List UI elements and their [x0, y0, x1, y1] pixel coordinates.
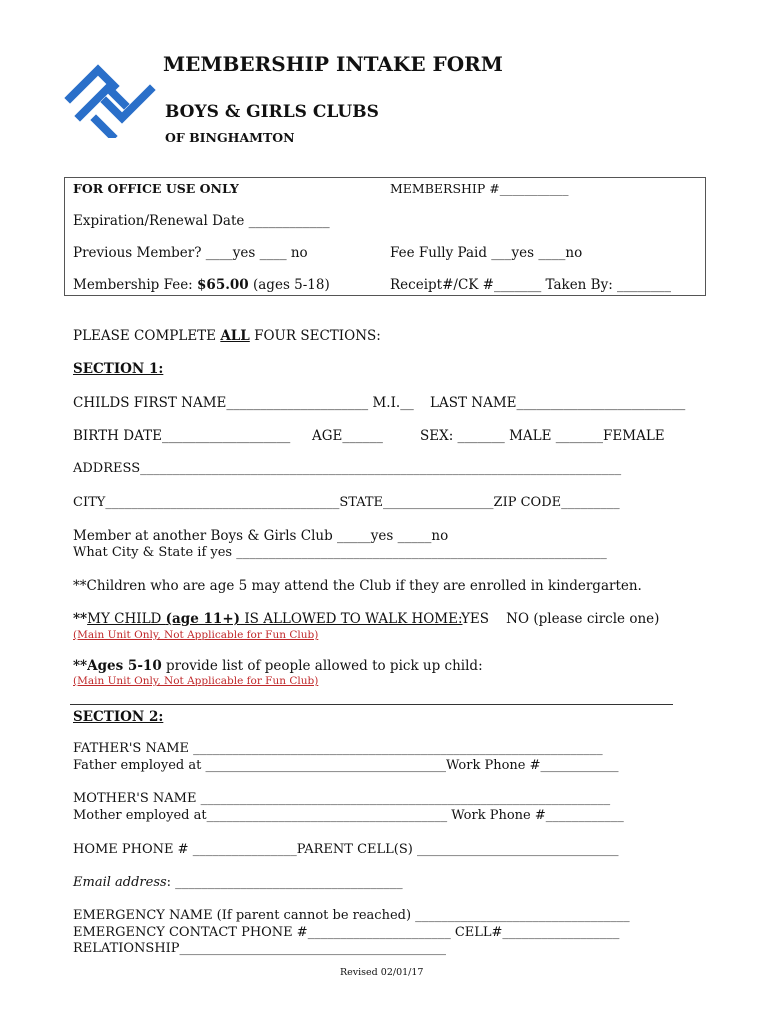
walk-age: (age 11+): [165, 611, 241, 627]
relationship-field[interactable]: RELATIONSHIP_________________________________________: [73, 941, 447, 956]
walk-pre: MY CHILD: [87, 611, 166, 627]
pickup-post: provide list of people allowed to pick up child:: [161, 658, 483, 674]
instructions-post: FOUR SECTIONS:: [249, 328, 381, 344]
walk-stars: **: [73, 611, 88, 627]
section-divider: [70, 704, 673, 705]
office-heading: FOR OFFICE USE ONLY: [73, 181, 239, 196]
father-employed-field[interactable]: Father employed at _____________________________________Work Phone #____________: [73, 758, 619, 773]
boys-girls-club-logo-icon: [62, 58, 158, 138]
main-unit-note-1: (Main Unit Only, Not Applicable for Fun Club): [73, 629, 319, 641]
org-location: OF BINGHAMTON: [165, 130, 295, 145]
revised-date: Revised 02/01/17: [340, 967, 424, 978]
pickup-bold: **Ages 5-10: [73, 658, 162, 674]
emergency-phone-field[interactable]: EMERGENCY CONTACT PHONE #______________________ CELL#__________________: [73, 925, 620, 940]
previous-member-field[interactable]: Previous Member? ____yes ____ no: [73, 245, 308, 261]
age5-note: **Children who are age 5 may attend the Club if they are enrolled in kindergarten.: [73, 578, 642, 594]
receipt-field[interactable]: Receipt#/CK #_______ Taken By: ________: [390, 277, 672, 293]
mother-employed-field[interactable]: Mother employed at_____________________________________ Work Phone #____________: [73, 808, 624, 823]
mother-name-field[interactable]: MOTHER'S NAME _______________________________________________________________: [73, 791, 611, 806]
email-line: : ___________________________________: [166, 875, 403, 890]
section1-heading: SECTION 1:: [73, 361, 164, 377]
walk-home-question: [73, 611, 463, 627]
org-name: BOYS & GIRLS CLUBS: [165, 102, 379, 122]
father-name-field[interactable]: FATHER'S NAME _______________________________________________________________: [73, 741, 603, 756]
membership-fee: [73, 277, 330, 293]
instructions: [73, 328, 381, 344]
section2-heading: SECTION 2:: [73, 709, 164, 725]
sex-field[interactable]: SEX: _______ MALE _______FEMALE: [420, 428, 665, 444]
child-first-name-field[interactable]: CHILDS FIRST NAME_____________________ M.I.__: [73, 395, 414, 411]
home-phone-field[interactable]: HOME PHONE # ________________PARENT CELL(S) _______________________________: [73, 842, 619, 857]
fee-label: Membership Fee:: [73, 277, 198, 293]
email-field[interactable]: [73, 875, 403, 890]
instructions-pre: PLEASE COMPLETE: [73, 328, 221, 344]
fee-amount: $65.00: [197, 277, 249, 293]
instructions-all: ALL: [220, 328, 250, 344]
expiration-field[interactable]: Expiration/Renewal Date ____________: [73, 213, 330, 229]
main-unit-note-2: (Main Unit Only, Not Applicable for Fun Club): [73, 675, 319, 687]
address-field[interactable]: ADDRESS__________________________________________________________________________: [73, 461, 622, 476]
walk-post: IS ALLOWED TO WALK HOME:: [240, 611, 463, 627]
birth-date-field[interactable]: BIRTH DATE___________________: [73, 428, 291, 444]
email-label: Email address: [73, 875, 167, 890]
city-state-zip-field[interactable]: CITY____________________________________STATE_________________ZIP CODE_________: [73, 495, 620, 510]
form-title: MEMBERSHIP INTAKE FORM: [163, 52, 503, 76]
what-city-field[interactable]: What City & State if yes _________________________________________________________: [73, 545, 607, 560]
fee-ages: (ages 5-18): [248, 277, 330, 293]
membership-number-field[interactable]: MEMBERSHIP #___________: [390, 181, 569, 196]
emergency-name-field[interactable]: EMERGENCY NAME (If parent cannot be reached) _________________________________: [73, 908, 630, 923]
walk-home-options[interactable]: YES NO (please circle one): [461, 611, 660, 627]
fee-paid-field[interactable]: Fee Fully Paid ___yes ____no: [390, 245, 583, 261]
walk-underlined: [87, 611, 462, 627]
age-field[interactable]: AGE______: [312, 428, 383, 444]
member-other-club-field[interactable]: Member at another Boys & Girls Club _____yes _____no: [73, 528, 449, 544]
child-last-name-field[interactable]: LAST NAME_________________________: [430, 395, 686, 411]
pickup-list-question: [73, 658, 483, 674]
